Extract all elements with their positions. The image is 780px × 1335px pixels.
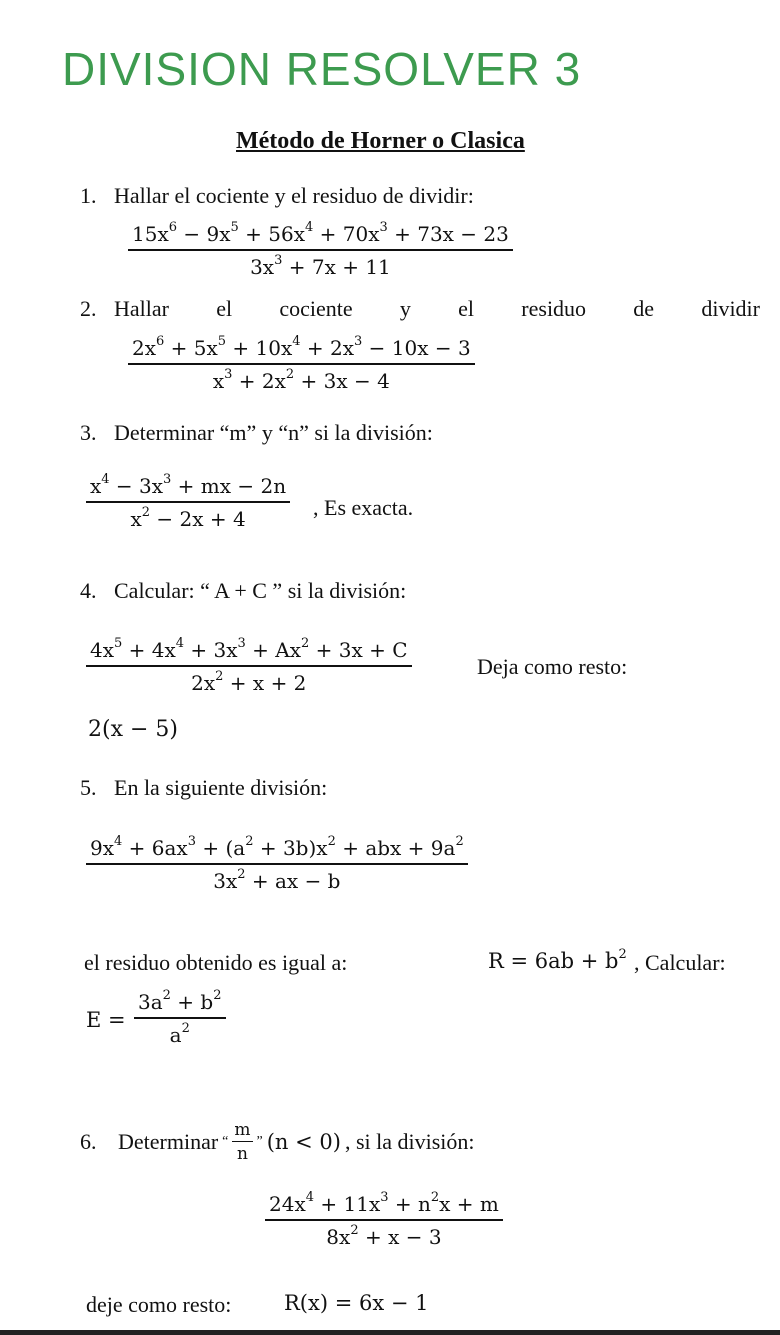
problem-4-remainder: 2(x − 5) [88,717,178,742]
problem-text: Calcular: “ A + C ” si la división: [114,578,407,603]
problem-text: Determinar “m” y “n” si la división: [114,420,433,445]
problem-1-fraction [128,222,513,279]
problem-number: 4. [80,578,97,603]
problem-5-fraction [86,836,468,893]
problem-6-fraction [265,1192,503,1249]
problem-3-statement [80,420,433,446]
problem-3-exact-note: , Es exacta. [313,495,414,520]
problem-2-statement [80,296,760,322]
close-quote: ” [256,1134,263,1149]
problem-5-e-label: E = [86,1008,126,1032]
open-quote: “ [222,1134,229,1149]
fraction-denominator: $8x^2 + x - 3$ [326,1223,442,1249]
fraction-numerator: $2x^6 + 5x^5 + 10x^4 + 2x^3 - 10x - 3$ [128,336,475,365]
problem-3-fraction [86,474,290,531]
fraction-numerator: $4x^5 + 4x^4 + 3x^3 + Ax^2 + 3x + C$ [86,638,412,667]
problem-text: Hallar el cociente y el residuo de dividir [114,296,760,321]
n-symbol: n [236,1144,248,1164]
problem-4-remainder-label: Deja como resto: [477,654,628,679]
problem-5-statement [80,775,327,801]
fraction-numerator: $x^4 - 3x^3$ + mx − 2n [86,474,290,503]
problem-4-fraction [86,638,412,695]
fraction-denominator: $2x^2 + x + 2$ [191,669,307,695]
problem-5-residue-text: el residuo obtenido es igual a: [84,950,348,975]
fraction-numerator: $9x^4 + 6ax^3 + (a^2 + 3b)x^2$ + abx + $9a^2$ [86,836,468,865]
problem-number: 3. [80,420,97,445]
fraction-numerator: $3a^2 + b^2$ [134,990,226,1019]
problem-6-statement [80,1120,475,1164]
fraction-denominator: $x^2 - 2x + 4$ [130,505,246,531]
fraction-denominator: $a^2$ [169,1021,190,1047]
fraction-denominator: $3x^3 + 7x + 11$ [250,253,391,279]
problem-number: 6. [80,1129,97,1154]
fraction-denominator: $x^3 + 2x^2 + 3x - 4$ [212,367,390,393]
problem-number: 1. [80,183,97,208]
problem-2-fraction [128,336,475,393]
problem-6-condition: (n < 0) [266,1130,341,1154]
problem-5-calcular: , Calcular: [634,950,726,975]
fraction-numerator: $15x^6 - 9x^5 + 56x^4 + 70x^3 + 73x - 23$ [128,222,513,251]
page-title: DIVISION RESOLVER 3 [62,43,582,95]
problem-1-statement [80,183,474,209]
problem-6-remainder: R(x) = 6x − 1 [284,1291,429,1315]
bottom-divider [0,1330,780,1335]
m-over-n-fraction [232,1120,252,1164]
problem-number: 2. [80,296,97,321]
fraction-numerator: $24x^4 + 11x^3 + n^2x + m$ [265,1192,503,1221]
page-subtitle: Método de Horner o Clasica [236,128,525,154]
problem-text: Determinar [118,1129,219,1154]
problem-5-e-fraction [134,990,226,1047]
problem-6-remainder-label: deje como resto: [86,1292,232,1317]
problem-text-2: , si la división: [344,1129,475,1154]
m-symbol: m [234,1120,251,1140]
problem-number: 5. [80,775,97,800]
problem-text: Hallar el cociente y el residuo de dividir: [114,183,474,208]
problem-5-residue: $R = 6ab + b^2$ [488,947,627,973]
fraction-denominator: $3x^2$ + ax − b [213,867,341,893]
problem-text: En la siguiente división: [114,775,328,800]
problem-4-statement [80,578,406,604]
